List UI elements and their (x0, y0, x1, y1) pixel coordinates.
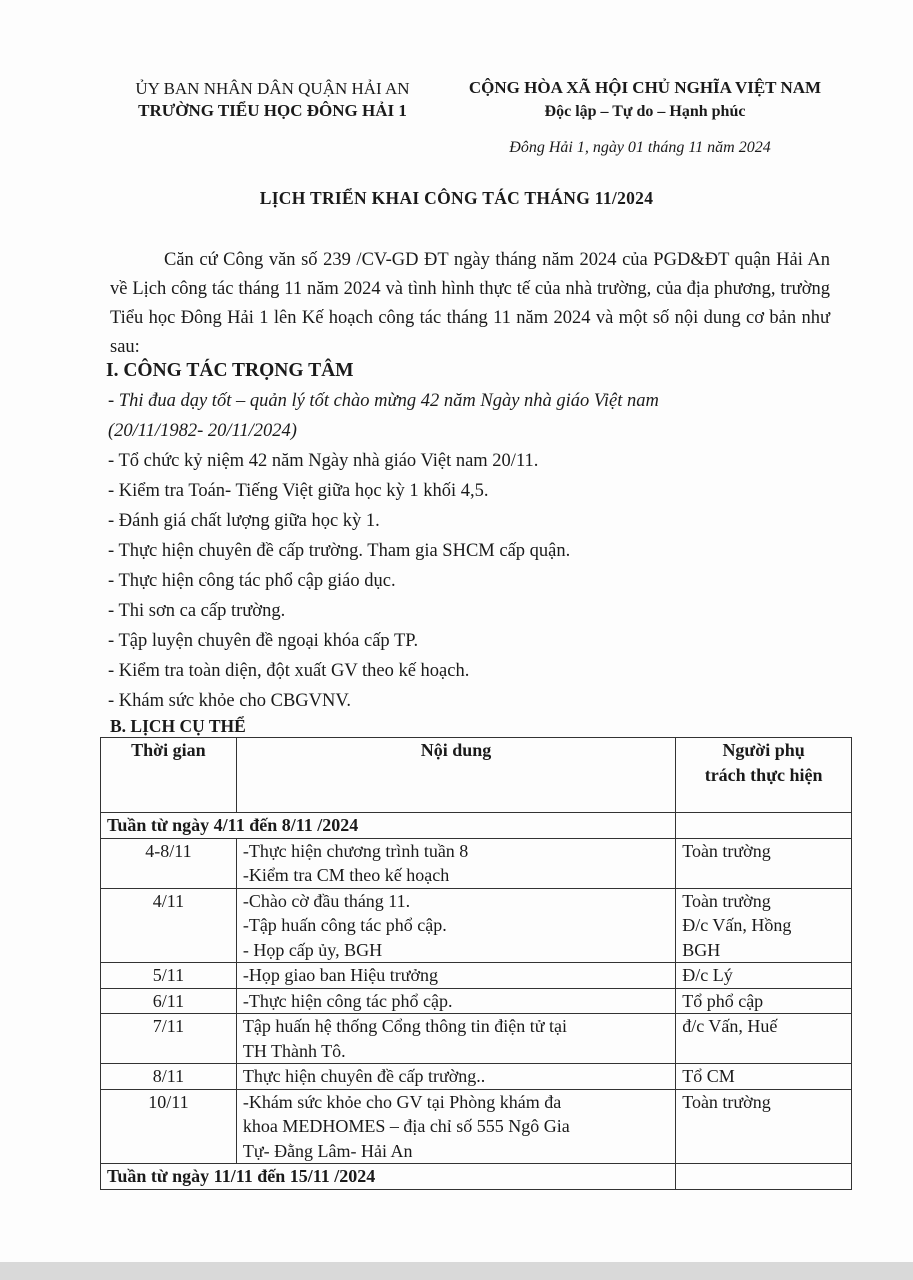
row-person-line: BGH (682, 939, 721, 960)
focus-item: - Thi sơn ca cấp trường. (108, 601, 286, 621)
row-person (676, 1014, 852, 1064)
row-content-line: -Thực hiện chương trình tuần 8 (242, 840, 469, 861)
document-title: LỊCH TRIỂN KHAI CÔNG TÁC THÁNG 11/2024 (259, 188, 654, 208)
row-content-line: -Kiểm tra CM theo kế hoạch (242, 865, 450, 885)
row-person (676, 888, 852, 963)
focus-item: - Đánh giá chất lượng giữa học kỳ 1. (108, 511, 380, 531)
focus-list (108, 386, 808, 716)
row-time: 4/11 (101, 888, 237, 963)
row-person-line: Toàn trường (682, 840, 771, 861)
section-1-heading: I. CÔNG TÁC TRỌNG TÂM (106, 360, 354, 381)
intro-paragraph (110, 246, 830, 362)
focus-item: - Thực hiện công tác phổ cập giáo dục. (108, 571, 396, 591)
header-person-line: Người phụ (722, 740, 805, 760)
national-motto: Độc lập – Tự do – Hạnh phúc (544, 103, 746, 120)
row-content-line: -Chào cờ đầu tháng 11. (242, 890, 411, 911)
row-content (236, 1014, 675, 1064)
week-row (101, 813, 852, 839)
focus-item: - Tổ chức kỷ niệm 42 năm Ngày nhà giáo Việt nam 20/11. (108, 451, 539, 471)
table-row (101, 838, 852, 888)
row-person (676, 838, 852, 888)
focus-item: - Tập luyện chuyên đề ngoại khóa cấp TP. (108, 631, 419, 651)
row-content-line: Tập huấn hệ thống Cổng thông tin điện tử tại (242, 1016, 568, 1036)
row-person (676, 1089, 852, 1164)
row-person-line: Tổ phổ cập (682, 990, 764, 1011)
table-header-row (101, 738, 852, 813)
week-empty-cell (676, 1164, 852, 1190)
row-person-line: Toàn trường (682, 890, 771, 911)
row-time: 6/11 (101, 988, 237, 1014)
focus-italic-line: - Thi đua dạy tốt – quản lý tốt chào mừng 42 năm Ngày nhà giáo Việt nam (108, 391, 659, 411)
header-person-line: trách thực hiện (704, 764, 823, 785)
row-person-line: Đ/c Lý (682, 965, 733, 985)
national-header (440, 76, 850, 124)
row-time: 10/11 (101, 1089, 237, 1164)
row-content (236, 1089, 675, 1164)
row-content-line: -Họp giao ban Hiệu trưởng (242, 965, 439, 985)
row-person (676, 1064, 852, 1090)
row-content-line: -Tập huấn công tác phổ cập. (242, 915, 447, 935)
table-row (101, 1064, 852, 1090)
row-content (236, 963, 675, 989)
issuer-block (100, 78, 445, 122)
week-label: Tuần từ ngày 11/11 đến 15/11 /2024 (101, 1164, 676, 1190)
row-time: 4-8/11 (101, 838, 237, 888)
table-row (101, 1014, 852, 1064)
focus-item: - Khám sức khỏe cho CBGVNV. (108, 691, 351, 711)
week-empty-cell (676, 813, 852, 839)
row-content-line: -Thực hiện công tác phổ cập. (242, 990, 453, 1011)
row-person-line: Toàn trường (682, 1091, 771, 1112)
focus-item: - Kiểm tra Toán- Tiếng Việt giữa học kỳ 1 khối 4,5. (108, 481, 489, 501)
table-row (101, 1089, 852, 1164)
focus-italic-line: (20/11/1982- 20/11/2024) (108, 421, 297, 441)
row-content-line: khoa MEDHOMES – địa chỉ số 555 Ngô Gia (242, 1116, 570, 1136)
row-content (236, 838, 675, 888)
table-row (101, 963, 852, 989)
document-date: Đông Hải 1, ngày 01 tháng 11 năm 2024 (509, 139, 771, 156)
row-person (676, 988, 852, 1014)
row-content-line: Tự- Đằng Lâm- Hải An (242, 1140, 413, 1161)
row-content-line: TH Thành Tô. (242, 1040, 346, 1061)
row-content-line: -Khám sức khỏe cho GV tại Phòng khám đa (242, 1091, 562, 1112)
row-content (236, 988, 675, 1014)
row-content-line: - Họp cấp ủy, BGH (242, 939, 383, 960)
scan-bottom-edge (0, 1262, 913, 1280)
district-committee: ỦY BAN NHÂN DÂN QUẬN HẢI AN (135, 79, 410, 98)
schedule-table (100, 737, 852, 1190)
header-time: Thời gian (101, 738, 237, 813)
section-b-heading: B. LỊCH CỤ THỂ (110, 716, 246, 736)
row-person (676, 963, 852, 989)
table-row (101, 988, 852, 1014)
header-person (676, 738, 852, 813)
nation-name: CỘNG HÒA XÃ HỘI CHỦ NGHĨA VIỆT NAM (468, 78, 822, 97)
row-time: 8/11 (101, 1064, 237, 1090)
row-content (236, 888, 675, 963)
row-person-line: Đ/c Vấn, Hồng (682, 915, 792, 935)
row-content (236, 1064, 675, 1090)
focus-item: - Kiểm tra toàn diện, đột xuất GV theo kế hoạch. (108, 661, 470, 681)
table-row (101, 888, 852, 963)
row-content-line: Thực hiện chuyên đề cấp trường.. (242, 1066, 486, 1086)
week-label: Tuần từ ngày 4/11 đến 8/11 /2024 (101, 813, 676, 839)
intro-text: Căn cứ Công văn số 239 /CV-GD ĐT ngày tháng năm 2024 của PGD&ĐT quận Hải An về Lịch công tác tháng 11 năm 2024 và tình hình thực tế của nhà trường, của địa phương, trường Tiểu học Đông Hải 1 lên Kế hoạch công tác tháng 11 năm 2024 và một số nội dung cơ bản như sau: (110, 250, 830, 357)
focus-item: - Thực hiện chuyên đề cấp trường. Tham gia SHCM cấp quận. (108, 541, 571, 561)
row-person-line: đ/c Vấn, Huế (682, 1016, 778, 1036)
row-time: 7/11 (101, 1014, 237, 1064)
header-content: Nội dung (236, 738, 675, 813)
week-row (101, 1164, 852, 1190)
school-name: TRƯỜNG TIỂU HỌC ĐÔNG HẢI 1 (138, 101, 407, 120)
row-person-line: Tổ CM (682, 1066, 735, 1086)
row-time: 5/11 (101, 963, 237, 989)
